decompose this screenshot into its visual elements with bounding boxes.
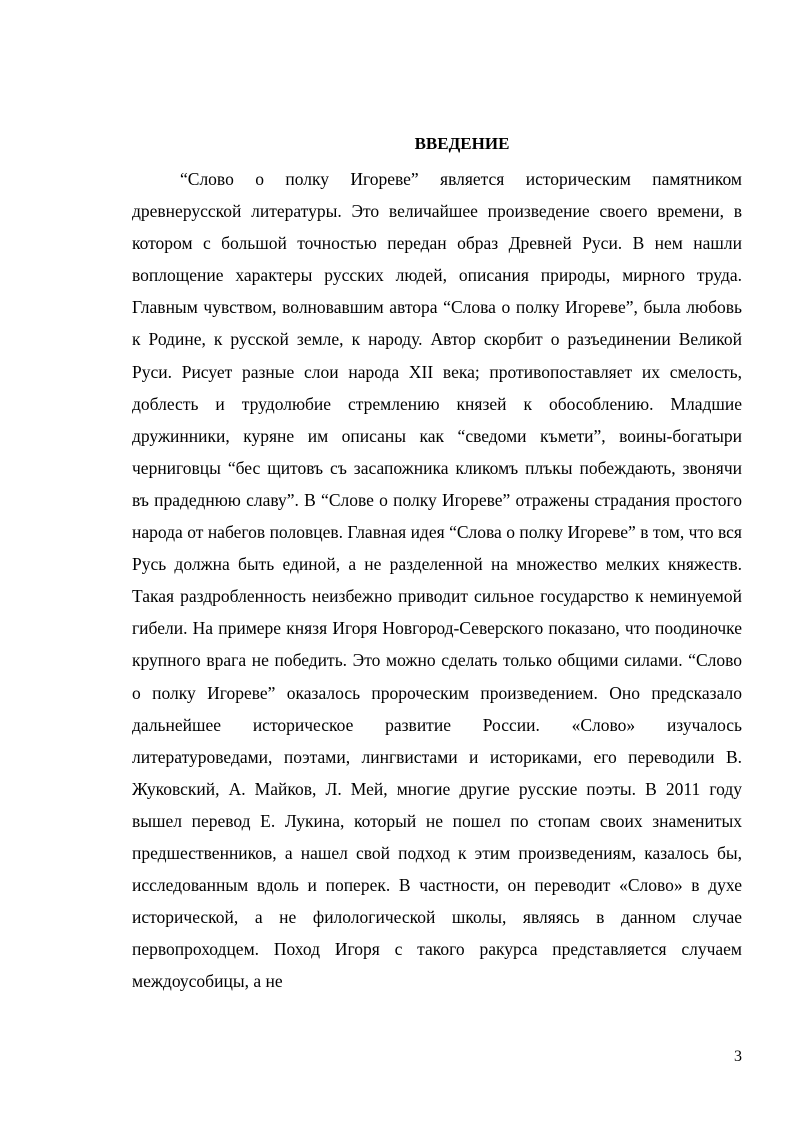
page-title: ВВЕДЕНИЕ (414, 134, 510, 153)
page-number: 3 (734, 1048, 742, 1065)
body-paragraph: “Слово о полку Игореве” является историческим памятником древнерусской литературы. Это величайшее произведение своего времени, в котором с большой точностью передан образ Древней Руси. В нем нашли воплощение характеры русских людей, описания природы, мирного труда. Главным чувством, волновавшим автора “Слова о полку Игореве”, была любовь к Родине, к русской земле, к народу. Автор скорбит о разъединении Великой Руси. Рисует разные слои народа XII века; противопоставляет их смелость, доблесть и трудолюбие стремлению князей к обособлению. Младшие дружинники, куряне им описаны как “сведоми къмети”, воины-богатыри черниговцы “бес щитовъ съ засапожника кликомъ плъкы побеждають, звонячи въ прадеднюю славу”. В “Слове о полку Игореве” отражены страдания простого народа от набегов половцев. Главная идея “Слова о полку Игореве” в том, что вся Русь должна быть единой, а не разделенной на множество мелких княжеств. Такая раздробленность неизбежно приводит сильное государство к неминуемой гибели. На примере князя Игоря Новгород-Северского показано, что поодиночке крупного врага не победить. Это можно сделать только общими силами. “Слово о полку Игореве” оказалось пророческим произведением. Оно предсказало дальнейшее историческое развитие России. «Слово» изучалось литературоведами, поэтами, лингвистами и историками, его переводили В. Жуковский, А. Майков, Л. Мей, многие другие русские поэты. В 2011 году вышел перевод Е. Лукина, который не пошел по стопам своих знаменитых предшественников, а нашел свой подход к этим произведениям, казалось бы, исследованным вдоль и поперек. В частности, он переводит «Слово» в духе исторической, а не филологической школы, являясь в данном случае первопроходцем. Поход Игоря с такого ракурса представляется случаем междоусобицы, а не (132, 169, 742, 992)
